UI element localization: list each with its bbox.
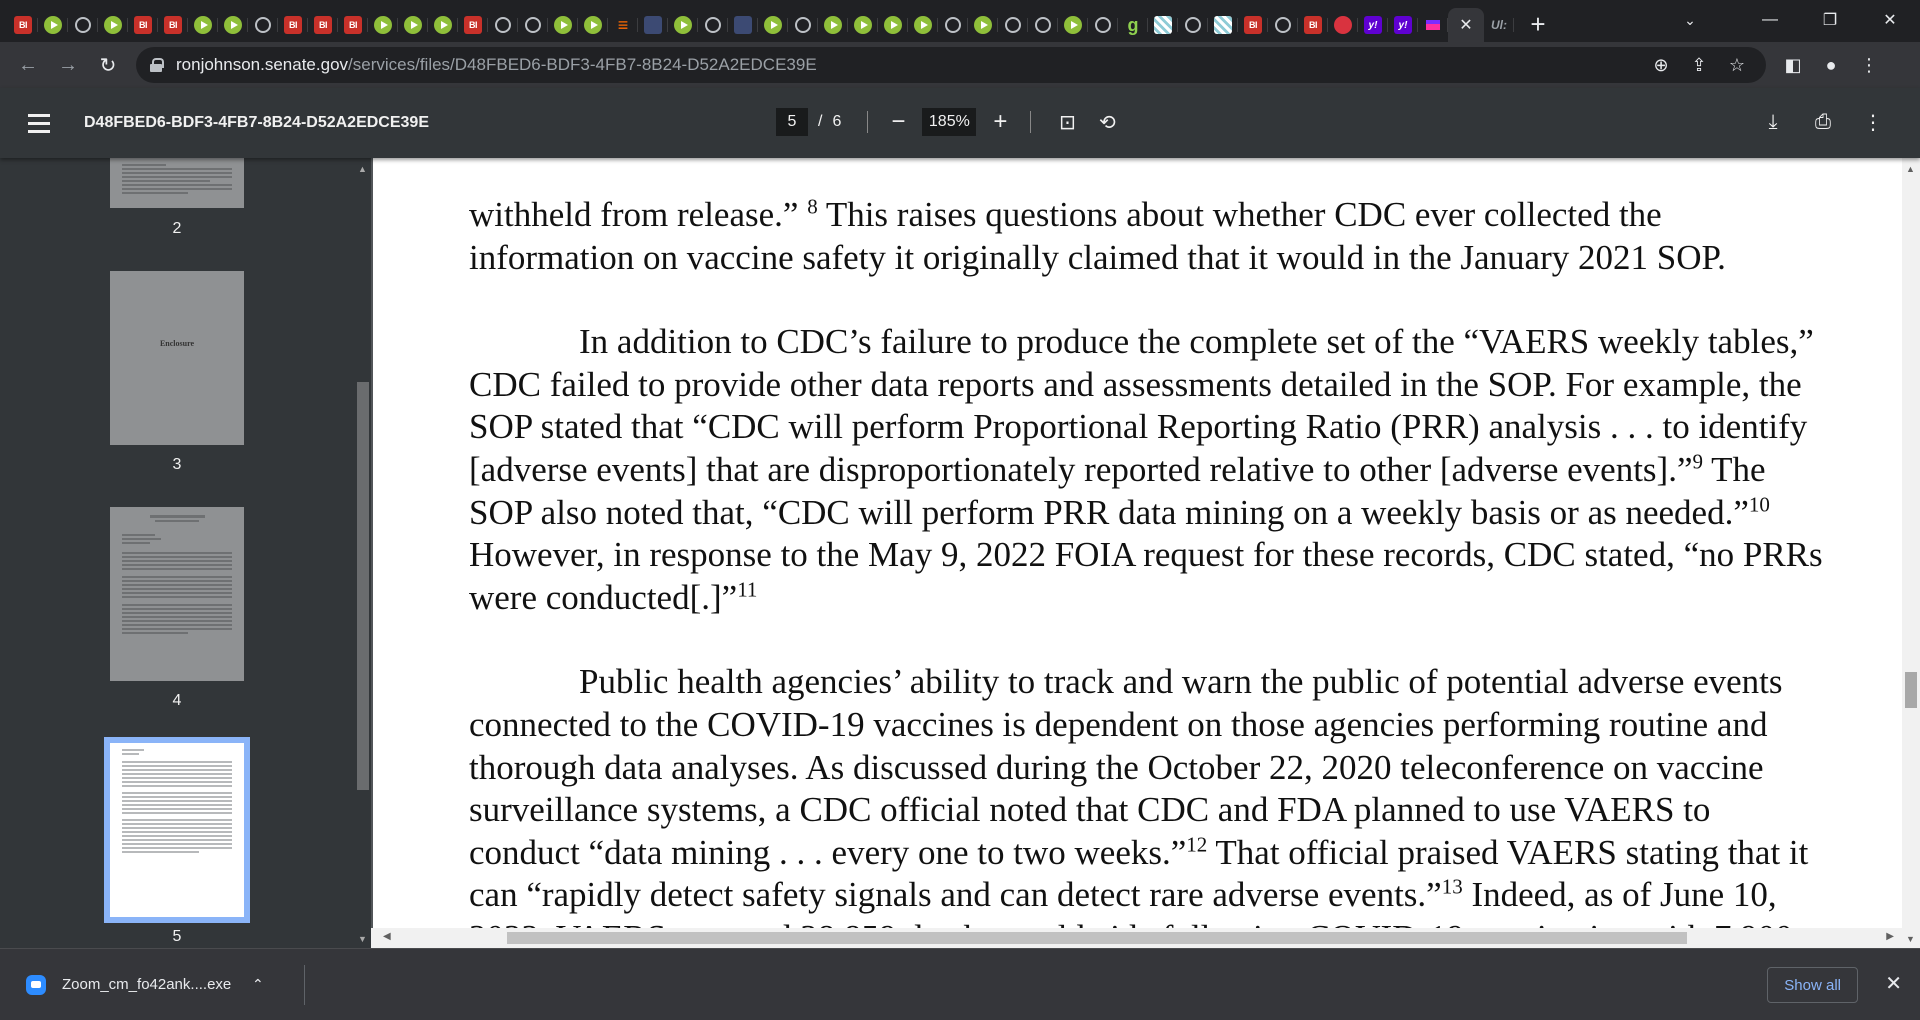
text-run: The <box>1703 449 1766 489</box>
zoom-magnifier-icon[interactable]: ⊕ <box>1653 54 1669 75</box>
chevron-up-icon[interactable]: ⌃ <box>252 976 264 992</box>
play-icon <box>914 16 932 34</box>
text-run: That official praised VAERS stating that it <box>1207 832 1809 872</box>
thumbnail-page-2[interactable] <box>110 158 244 208</box>
toolbar-right <box>1774 55 1888 76</box>
play-icon <box>584 16 602 34</box>
browser-tab[interactable] <box>698 8 728 42</box>
play-icon <box>434 16 452 34</box>
play-icon <box>224 16 242 34</box>
text-run: surveillance systems, a CDC official noted that CDC and FDA planned to use VAERS to <box>469 790 1711 830</box>
browser-tab[interactable] <box>908 8 938 42</box>
business-insider-icon: BI <box>14 16 32 34</box>
browser-tab[interactable] <box>1328 8 1358 42</box>
play-icon <box>764 16 782 34</box>
footnote-marker: 8 <box>807 194 818 219</box>
download-file-name[interactable]: Zoom_cm_fo42ank....exe <box>62 976 232 993</box>
browser-tab[interactable] <box>878 8 908 42</box>
document-viewport <box>371 158 1920 948</box>
text-run: conduct “data mining . . . every one to two weeks.” <box>469 832 1187 872</box>
tab-strip <box>0 0 1920 42</box>
pattern-icon <box>1214 16 1232 34</box>
browser-tab[interactable] <box>8 8 38 42</box>
business-insider-icon: BI <box>344 16 362 34</box>
download-bar <box>0 948 1920 1020</box>
globe-icon <box>1185 17 1201 33</box>
rotate-icon[interactable]: ⟲ <box>1098 111 1116 134</box>
browser-tab[interactable] <box>278 8 308 42</box>
omnibox-actions <box>1642 47 1756 83</box>
scroll-up-arrow-icon[interactable]: ▲ <box>1906 164 1915 174</box>
forward-arrow-icon[interactable]: → <box>58 53 78 76</box>
yahoo-icon: y! <box>1364 16 1382 34</box>
thumbnail-number: 2 <box>172 220 182 237</box>
sidebar-scrollbar[interactable] <box>355 158 371 948</box>
globe-icon <box>1095 17 1111 33</box>
page-text <box>469 194 1919 948</box>
browser-tab[interactable] <box>1298 8 1328 42</box>
show-all-button[interactable]: Show all <box>1767 967 1858 1003</box>
browser-tab[interactable] <box>1358 8 1388 42</box>
side-panel-icon[interactable]: ◧ <box>1784 54 1802 75</box>
play-icon <box>854 16 872 34</box>
text-line <box>469 194 1919 237</box>
thumbnail-page-3[interactable] <box>110 271 244 445</box>
bookmark-star-icon[interactable]: ☆ <box>1728 54 1746 75</box>
browser-tab[interactable] <box>1238 8 1268 42</box>
document-vertical-scrollbar[interactable] <box>1902 158 1920 948</box>
browser-tab[interactable] <box>518 8 548 42</box>
browser-tab[interactable] <box>338 8 368 42</box>
browser-toolbar <box>0 42 1920 88</box>
business-insider-icon: BI <box>314 16 332 34</box>
close-window-button[interactable]: ✕ <box>1883 12 1897 29</box>
browser-tab[interactable] <box>368 8 398 42</box>
text-line <box>469 577 1919 620</box>
play-icon <box>554 16 572 34</box>
footnote-marker: 10 <box>1748 491 1770 516</box>
browser-tab[interactable] <box>158 8 188 42</box>
play-icon <box>44 16 62 34</box>
text-run: Indeed, as of June 10, <box>1462 875 1777 915</box>
text-run: In addition to CDC’s failure to produce the complete set of the “VAERS weekly tables,” <box>579 322 1814 362</box>
globe-icon <box>705 17 721 33</box>
footnote-marker: 12 <box>1186 832 1208 857</box>
text-run: can “rapidly detect safety signals and can detect rare adverse events.” <box>469 875 1442 915</box>
url-host: ronjohnson.senate.gov <box>176 55 349 74</box>
document-scroll-thumb[interactable] <box>1905 672 1917 708</box>
text-line <box>469 832 1919 875</box>
browser-tab[interactable] <box>1178 8 1208 42</box>
text-line <box>469 704 1919 747</box>
browser-tab[interactable] <box>848 8 878 42</box>
text-line <box>469 364 1919 407</box>
paragraph-gap <box>469 619 1919 661</box>
scroll-down-arrow-icon[interactable]: ▼ <box>358 934 367 944</box>
download-item[interactable] <box>26 975 296 995</box>
yahoo-icon: y! <box>1394 16 1412 34</box>
business-insider-icon: BI <box>1244 16 1262 34</box>
globe-icon <box>255 17 271 33</box>
text-run: This raises questions about whether CDC ever collected the <box>817 195 1662 234</box>
share-icon[interactable]: ⇪ <box>1691 54 1707 75</box>
text-run: CDC failed to provide other data reports and assessments detailed in the SOP. For example, the <box>469 364 1802 404</box>
text-line <box>469 534 1919 577</box>
current-page-input[interactable]: 5 <box>776 108 808 136</box>
browser-tab[interactable] <box>668 8 698 42</box>
window-controls <box>1660 0 1920 40</box>
print-icon[interactable]: ⎙ <box>1815 111 1831 133</box>
browser-tab[interactable] <box>758 8 788 42</box>
thumbnail-page-4[interactable] <box>110 507 244 681</box>
text-line <box>469 492 1919 535</box>
play-icon <box>104 16 122 34</box>
document-title: D48FBED6-BDF3-4FB7-8B24-D52A2EDCE39E <box>84 114 429 131</box>
browser-tab[interactable] <box>638 8 668 42</box>
browser-tab[interactable] <box>128 8 158 42</box>
page-separator: / <box>818 113 823 130</box>
browser-tab[interactable] <box>1088 8 1118 42</box>
business-insider-icon: BI <box>134 16 152 34</box>
blue-box-icon <box>734 16 752 34</box>
browser-tab[interactable] <box>398 8 428 42</box>
browser-tab[interactable] <box>1388 8 1418 42</box>
document-horizontal-scrollbar[interactable] <box>371 928 1902 948</box>
divider <box>304 965 305 1005</box>
business-insider-icon: BI <box>1304 16 1322 34</box>
pattern-icon <box>1154 16 1172 34</box>
tab-list <box>0 0 1556 42</box>
minimize-button[interactable]: — <box>1762 11 1778 28</box>
divider <box>867 111 868 133</box>
play-icon <box>194 16 212 34</box>
browser-tab[interactable] <box>1484 8 1514 42</box>
red-circle-icon <box>1334 16 1352 34</box>
back-arrow-icon[interactable]: ← <box>18 53 38 76</box>
browser-tab[interactable] <box>968 8 998 42</box>
browser-tab[interactable] <box>728 8 758 42</box>
globe-icon <box>945 17 961 33</box>
browser-tab[interactable] <box>548 8 578 42</box>
text-run: Public health agencies’ ability to track and warn the public of potential adverse events <box>579 662 1783 702</box>
text-run: were conducted[.]” <box>469 577 738 617</box>
globe-icon <box>1005 17 1021 33</box>
play-icon <box>824 16 842 34</box>
text-line <box>469 874 1919 917</box>
pdf-actions <box>1748 110 1898 135</box>
footnote-marker: 13 <box>1441 874 1463 899</box>
browser-tab[interactable] <box>188 8 218 42</box>
text-line <box>469 321 1919 364</box>
address-bar[interactable] <box>136 47 1766 83</box>
browser-tab[interactable] <box>1028 8 1058 42</box>
browser-tab[interactable] <box>1058 8 1088 42</box>
more-menu-icon[interactable]: ⋮ <box>1860 54 1878 75</box>
orange-list-icon <box>614 16 632 34</box>
tab-search-chevron-down-icon[interactable]: ⌄ <box>1684 11 1696 28</box>
lock-icon[interactable] <box>150 58 162 72</box>
new-tab-button[interactable]: + <box>1530 8 1546 39</box>
zoom-app-icon <box>26 975 46 995</box>
thumbnail-sidebar <box>0 158 355 948</box>
text-line <box>469 449 1919 492</box>
page-controls <box>776 108 1127 136</box>
browser-tab[interactable] <box>578 8 608 42</box>
footnote-marker: 9 <box>1692 449 1703 474</box>
zoom-in-button[interactable]: + <box>993 108 1008 135</box>
globe-icon <box>795 17 811 33</box>
download-icon[interactable]: ⤓ <box>1768 111 1778 133</box>
text-line <box>469 747 1919 790</box>
blue-box-icon <box>644 16 662 34</box>
text-run: thorough data analyses. As discussed during the October 22, 2020 teleconference on vaccine <box>469 747 1764 787</box>
text-line <box>469 237 1919 280</box>
play-icon <box>404 16 422 34</box>
text-run: SOP stated that “CDC will perform Proportional Reporting Ratio (PRR) analysis . . . to identify <box>469 407 1808 447</box>
browser-tab[interactable] <box>938 8 968 42</box>
sidebar-scroll-thumb[interactable] <box>357 382 369 790</box>
browser-tab[interactable] <box>608 8 638 42</box>
profile-icon[interactable]: ● <box>1825 54 1837 75</box>
text-run: withheld from release.” <box>469 195 808 234</box>
reload-icon[interactable]: ↻ <box>99 54 117 77</box>
play-icon <box>374 16 392 34</box>
active-tab[interactable] <box>1448 8 1484 42</box>
browser-tab[interactable] <box>1268 8 1298 42</box>
g-icon: g <box>1127 14 1139 35</box>
globe-icon <box>495 17 511 33</box>
business-insider-icon: BI <box>464 16 482 34</box>
pdf-more-icon[interactable]: ⋮ <box>1863 112 1883 134</box>
thumbnail-caption: Enclosure <box>159 339 195 348</box>
play-icon <box>974 16 992 34</box>
browser-tab[interactable] <box>1148 8 1178 42</box>
footnote-marker: 11 <box>737 577 758 602</box>
text-run: However, in response to the May 9, 2022 FOIA request for these records, CDC stated, “no PRRs <box>469 535 1823 575</box>
business-insider-icon: BI <box>284 16 302 34</box>
browser-tab[interactable] <box>998 8 1028 42</box>
url-path: /services/files/D48FBED6-BDF3-4FB7-8B24-D52A2EDCE39E <box>348 55 817 74</box>
thumbnail-number: 3 <box>172 456 182 473</box>
close-tab-icon[interactable]: ✕ <box>1459 17 1473 34</box>
restore-button[interactable]: ❐ <box>1822 12 1838 29</box>
globe-icon <box>75 17 91 33</box>
thumbnail-number: 5 <box>172 928 182 945</box>
purple-mail-icon <box>1424 16 1442 34</box>
scroll-left-arrow-icon[interactable]: ◀ <box>383 931 391 942</box>
scroll-down-arrow-icon[interactable]: ▼ <box>1906 934 1915 944</box>
globe-icon <box>1035 17 1051 33</box>
browser-tab[interactable] <box>248 8 278 42</box>
browser-tab[interactable] <box>38 8 68 42</box>
browser-tab[interactable] <box>98 8 128 42</box>
total-pages: 6 <box>832 113 842 130</box>
thumbnail-page-5[interactable] <box>110 743 244 917</box>
browser-tab[interactable] <box>308 8 338 42</box>
scroll-up-arrow-icon[interactable]: ▲ <box>358 164 367 174</box>
browser-tab[interactable] <box>1208 8 1238 42</box>
url-text[interactable] <box>176 55 817 75</box>
globe-icon <box>1275 17 1291 33</box>
pdf-toolbar <box>0 88 1920 158</box>
paragraph-gap <box>469 279 1919 321</box>
play-icon <box>884 16 902 34</box>
browser-tab[interactable] <box>458 8 488 42</box>
text-line <box>469 406 1919 449</box>
text-run: SOP also noted that, “CDC will perform PRR data mining on a weekly basis or as needed.” <box>469 492 1749 532</box>
text-line <box>469 789 1919 832</box>
divider <box>1030 111 1031 133</box>
zoom-level-input[interactable]: 185% <box>922 108 976 136</box>
text-run: information on vaccine safety it originally claimed that it would in the January 2021 SOP. <box>469 237 1726 277</box>
browser-tab[interactable] <box>488 8 518 42</box>
text-run: [adverse events] that are disproportionately reported relative to other [adverse events].” <box>469 449 1693 489</box>
text-run: connected to the COVID-19 vaccines is dependent on those agencies performing routine and <box>469 704 1768 744</box>
browser-tab[interactable] <box>818 8 848 42</box>
close-download-bar-icon[interactable]: ✕ <box>1885 973 1902 995</box>
browser-tab[interactable] <box>1118 8 1148 42</box>
browser-tab[interactable] <box>218 8 248 42</box>
hamburger-menu-icon[interactable] <box>28 114 56 133</box>
play-icon <box>674 16 692 34</box>
browser-tab[interactable] <box>788 8 818 42</box>
globe-icon <box>525 17 541 33</box>
browser-tab[interactable] <box>428 8 458 42</box>
thumbnail-number: 4 <box>172 692 182 709</box>
fit-to-page-icon[interactable]: ⊡ <box>1058 111 1076 134</box>
play-icon <box>1064 16 1082 34</box>
zoom-out-button[interactable]: − <box>891 108 906 135</box>
horizontal-scroll-thumb[interactable] <box>507 932 1687 944</box>
browser-tab[interactable] <box>68 8 98 42</box>
business-insider-icon: BI <box>164 16 182 34</box>
pdf-page <box>373 158 1913 948</box>
text-line <box>469 661 1919 704</box>
browser-tab[interactable] <box>1418 8 1448 42</box>
scroll-right-arrow-icon[interactable]: ▶ <box>1886 931 1894 942</box>
tab-favicon-text: Ul: <box>1491 18 1507 32</box>
